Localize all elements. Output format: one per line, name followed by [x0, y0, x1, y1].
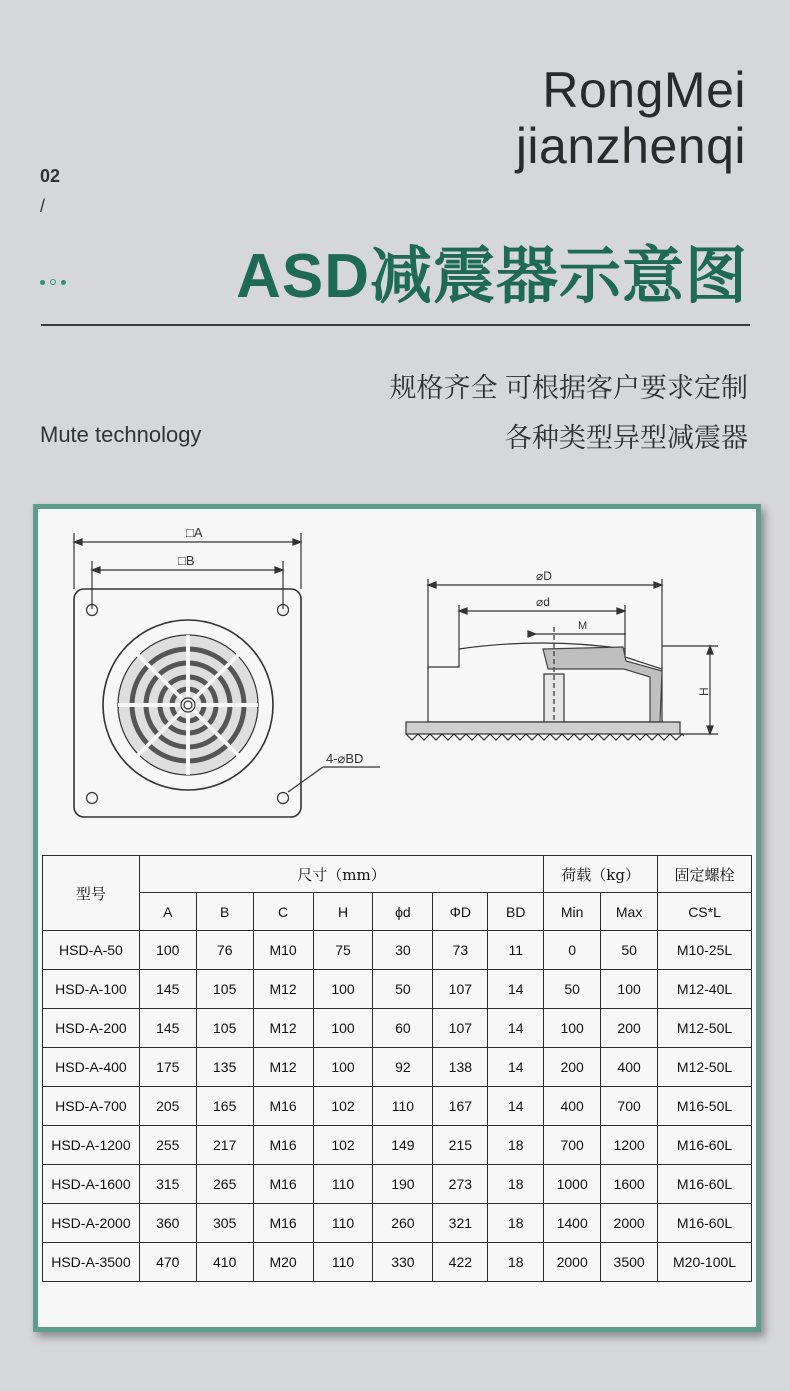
side-label: Mute technology — [40, 422, 202, 447]
table-cell: M16-60L — [658, 1204, 752, 1243]
table-cell: 215 — [433, 1126, 488, 1165]
brand-line-1: RongMei — [542, 62, 746, 118]
column-header: ΦD — [433, 893, 488, 931]
header-bolt-sub: CS*L — [658, 893, 752, 931]
table-cell: 422 — [433, 1243, 488, 1282]
table-cell: 200 — [544, 1048, 601, 1087]
table-cell: 100 — [139, 931, 196, 970]
brand-name — [516, 62, 746, 174]
table-row — [43, 970, 752, 1009]
label-bd: 4-⌀BD — [326, 751, 364, 766]
technical-drawing — [38, 509, 756, 855]
table-cell: M16-50L — [658, 1087, 752, 1126]
table-row — [43, 1243, 752, 1282]
table-cell: 0 — [544, 931, 601, 970]
table-cell: 100 — [313, 1048, 373, 1087]
table-cell: 100 — [544, 1009, 601, 1048]
table-cell: 1000 — [544, 1165, 601, 1204]
table-cell: M20 — [253, 1243, 313, 1282]
table-cell: HSD-A-100 — [43, 970, 140, 1009]
table-cell: 110 — [313, 1243, 373, 1282]
table-cell: 105 — [196, 1009, 253, 1048]
page-number: 02 — [40, 166, 61, 186]
table-cell: 265 — [196, 1165, 253, 1204]
brand-line-2: jianzhenqi — [515, 118, 746, 174]
table-cell: 14 — [488, 970, 544, 1009]
table-cell: 14 — [488, 1009, 544, 1048]
page-title: ASD减震器示意图 — [236, 242, 748, 311]
table-cell: 149 — [373, 1126, 433, 1165]
table-cell: M12 — [253, 1048, 313, 1087]
table-cell: 330 — [373, 1243, 433, 1282]
table-cell: HSD-A-200 — [43, 1009, 140, 1048]
header-size: 尺寸（mm） — [139, 856, 543, 893]
table-cell: 1400 — [544, 1204, 601, 1243]
column-header: C — [253, 893, 313, 931]
subtitle-line-2: 各种类型异型减震器 — [505, 423, 748, 453]
column-header: ϕd — [373, 893, 433, 931]
table-cell: HSD-A-3500 — [43, 1243, 140, 1282]
table-cell: HSD-A-400 — [43, 1048, 140, 1087]
table-cell: M12-40L — [658, 970, 752, 1009]
table-cell: 1200 — [601, 1126, 658, 1165]
table-cell: 100 — [313, 970, 373, 1009]
table-cell: 14 — [488, 1087, 544, 1126]
table-cell: M20-100L — [658, 1243, 752, 1282]
table-cell: M16 — [253, 1087, 313, 1126]
table-row — [43, 1048, 752, 1087]
spec-card — [33, 504, 761, 1332]
label-h: H — [697, 687, 711, 696]
table-cell: 18 — [488, 1243, 544, 1282]
label-phi-D: ⌀D — [536, 569, 552, 583]
table-cell: 400 — [544, 1087, 601, 1126]
table-cell: 217 — [196, 1126, 253, 1165]
table-row — [43, 1165, 752, 1204]
table-cell: M16 — [253, 1204, 313, 1243]
table-row — [43, 1204, 752, 1243]
divider — [41, 324, 750, 326]
table-cell: HSD-A-1600 — [43, 1165, 140, 1204]
table-cell: M12 — [253, 970, 313, 1009]
table-cell: 75 — [313, 931, 373, 970]
table-cell: M16 — [253, 1126, 313, 1165]
header-bolt: 固定螺栓 — [658, 856, 752, 893]
table-cell: 305 — [196, 1204, 253, 1243]
table-cell: 102 — [313, 1087, 373, 1126]
page-slash: / — [40, 196, 46, 216]
header-load: 荷载（kg） — [544, 856, 658, 893]
header-model: 型号 — [43, 856, 140, 931]
table-cell: M16-60L — [658, 1165, 752, 1204]
table-cell: 700 — [601, 1087, 658, 1126]
table-cell: 315 — [139, 1165, 196, 1204]
table-cell: 30 — [373, 931, 433, 970]
table-cell: 145 — [139, 1009, 196, 1048]
table-cell: 2000 — [601, 1204, 658, 1243]
table-cell: 135 — [196, 1048, 253, 1087]
label-db: □B — [178, 553, 195, 568]
label-phi-d: ⌀d — [536, 595, 550, 609]
table-cell: 110 — [373, 1087, 433, 1126]
table-cell: HSD-A-2000 — [43, 1204, 140, 1243]
dot-icon — [61, 280, 66, 285]
column-header: H — [313, 893, 373, 931]
column-header: Max — [601, 893, 658, 931]
table-cell: 205 — [139, 1087, 196, 1126]
table-cell: 400 — [601, 1048, 658, 1087]
dot-outline-icon — [50, 279, 56, 285]
table-cell: 321 — [433, 1204, 488, 1243]
table-cell: 255 — [139, 1126, 196, 1165]
table-cell: 18 — [488, 1204, 544, 1243]
table-cell: 1600 — [601, 1165, 658, 1204]
table-cell: 200 — [601, 1009, 658, 1048]
table-cell: 107 — [433, 970, 488, 1009]
table-cell: 100 — [313, 1009, 373, 1048]
table-cell: 175 — [139, 1048, 196, 1087]
table-cell: 100 — [601, 970, 658, 1009]
table-row — [43, 931, 752, 970]
table-cell: M10 — [253, 931, 313, 970]
table-cell: M12-50L — [658, 1009, 752, 1048]
table-cell: 138 — [433, 1048, 488, 1087]
side-view — [406, 569, 718, 740]
table-cell: 165 — [196, 1087, 253, 1126]
column-header: BD — [488, 893, 544, 931]
table-cell: 73 — [433, 931, 488, 970]
table-cell: HSD-A-1200 — [43, 1126, 140, 1165]
table-cell: 3500 — [601, 1243, 658, 1282]
table-cell: 360 — [139, 1204, 196, 1243]
table-cell: HSD-A-700 — [43, 1087, 140, 1126]
table-cell: 14 — [488, 1048, 544, 1087]
table-cell: 11 — [488, 931, 544, 970]
column-header: Min — [544, 893, 601, 931]
dot-icon — [40, 280, 45, 285]
table-cell: M12-50L — [658, 1048, 752, 1087]
table-cell: 410 — [196, 1243, 253, 1282]
table-cell: 273 — [433, 1165, 488, 1204]
label-da: □A — [186, 525, 203, 540]
table-cell: 18 — [488, 1165, 544, 1204]
column-header: A — [139, 893, 196, 931]
table-cell: 105 — [196, 970, 253, 1009]
table-row — [43, 1126, 752, 1165]
table-cell: 700 — [544, 1126, 601, 1165]
spec-table — [42, 855, 752, 1282]
top-view — [74, 525, 380, 817]
table-cell: M10-25L — [658, 931, 752, 970]
table-cell: M12 — [253, 1009, 313, 1048]
label-m: M — [578, 620, 588, 632]
table-row — [43, 1087, 752, 1126]
decorative-dots — [40, 279, 66, 285]
table-cell: 50 — [601, 931, 658, 970]
table-cell: 60 — [373, 1009, 433, 1048]
table-cell: M16 — [253, 1165, 313, 1204]
table-cell: 260 — [373, 1204, 433, 1243]
table-cell: 76 — [196, 931, 253, 970]
table-row — [43, 1009, 752, 1048]
table-cell: 145 — [139, 970, 196, 1009]
table-cell: 167 — [433, 1087, 488, 1126]
table-cell: 50 — [373, 970, 433, 1009]
table-cell: 190 — [373, 1165, 433, 1204]
table-cell: 18 — [488, 1126, 544, 1165]
table-cell: HSD-A-50 — [43, 931, 140, 970]
column-header: B — [196, 893, 253, 931]
table-cell: 107 — [433, 1009, 488, 1048]
table-cell: 92 — [373, 1048, 433, 1087]
subtitle-line-1: 规格齐全 可根据客户要求定制 — [389, 373, 748, 403]
table-cell: M16-60L — [658, 1126, 752, 1165]
table-cell: 470 — [139, 1243, 196, 1282]
table-cell: 50 — [544, 970, 601, 1009]
table-cell: 102 — [313, 1126, 373, 1165]
table-cell: 110 — [313, 1165, 373, 1204]
table-cell: 2000 — [544, 1243, 601, 1282]
table-cell: 110 — [313, 1204, 373, 1243]
